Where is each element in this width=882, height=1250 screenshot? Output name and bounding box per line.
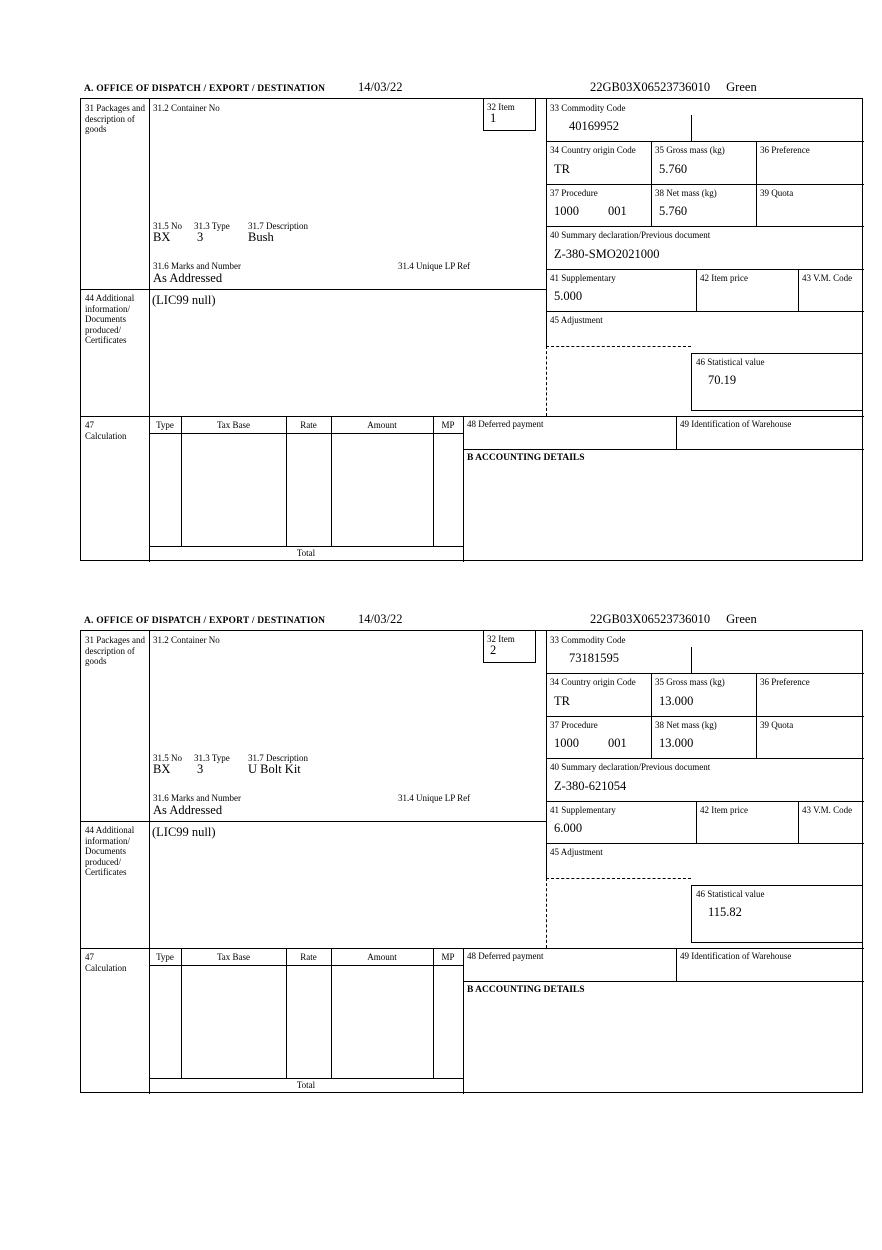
box31-3-label: 31.3 Type	[194, 221, 230, 231]
total-label: Total	[296, 1080, 316, 1090]
right-column-divider	[546, 631, 547, 878]
calc-col-tax-base: Tax Base	[216, 952, 251, 962]
box37-label: 37 Procedure	[550, 720, 598, 730]
dashed-divider	[546, 878, 691, 879]
form-line	[651, 673, 652, 758]
form-line	[286, 416, 287, 546]
box33-label: 33 Commodity Code	[550, 635, 626, 645]
commodity-code-value: 73181595	[569, 651, 619, 665]
gross-mass-value: 5.760	[659, 162, 688, 176]
routing-channel: Green	[726, 80, 757, 94]
calc-col-mp: MP	[441, 420, 455, 430]
mrn-value: 22GB03X06523736010	[590, 612, 711, 626]
declaration-reference	[590, 80, 757, 95]
form-line	[546, 226, 864, 227]
box31-5-label: 31.5 No	[153, 753, 182, 763]
procedure-ext-value: 001	[608, 736, 627, 750]
mrn-value: 22GB03X06523736010	[590, 80, 711, 94]
form-line	[463, 449, 864, 450]
form-line	[546, 758, 864, 759]
additional-info-value: (LIC99 null)	[152, 293, 216, 307]
additional-info-value: (LIC99 null)	[152, 825, 216, 839]
box42-label: 42 Item price	[700, 273, 748, 283]
form-line	[433, 416, 434, 546]
total-row-line	[149, 1078, 463, 1079]
marks-and-number-value: As Addressed	[153, 803, 223, 817]
form-line	[181, 416, 182, 546]
form-line	[676, 416, 677, 449]
box33-label: 33 Commodity Code	[550, 103, 626, 113]
box48-label: 48 Deferred payment	[467, 951, 544, 961]
form-line	[149, 965, 463, 966]
statistical-value: 115.82	[708, 905, 742, 919]
form-line	[696, 269, 697, 311]
accounting-details-label: B ACCOUNTING DETAILS	[467, 453, 585, 463]
calc-col-rate: Rate	[300, 952, 317, 962]
box31-7-label: 31.7 Description	[248, 221, 308, 231]
box32-label: 32 Item	[487, 102, 515, 112]
box32-label: 32 Item	[487, 634, 515, 644]
box48-label: 48 Deferred payment	[467, 419, 544, 429]
declaration-date: 14/03/22	[358, 612, 403, 626]
box40-label: 40 Summary declaration/Previous document	[550, 230, 711, 240]
office-of-dispatch-label: A. OFFICE OF DISPATCH / EXPORT / DESTINATION	[84, 616, 326, 626]
box31-5-label: 31.5 No	[153, 221, 182, 231]
packages-number-value: BX	[153, 230, 171, 244]
box49-label: 49 Identification of Warehouse	[680, 951, 792, 961]
form-line	[463, 416, 464, 562]
packages-number-value: BX	[153, 762, 171, 776]
dashed-divider	[546, 346, 691, 347]
net-mass-value: 5.760	[659, 204, 688, 218]
calc-col-rate: Rate	[300, 420, 317, 430]
item-number-value: 2	[490, 643, 497, 657]
form-line	[463, 981, 864, 982]
office-of-dispatch-label: A. OFFICE OF DISPATCH / EXPORT / DESTINATION	[84, 84, 326, 94]
form-line	[81, 289, 546, 290]
box31-3-label: 31.3 Type	[194, 753, 230, 763]
item-number-value: 1	[490, 111, 497, 125]
form-line	[433, 948, 434, 1078]
box46-label: 46 Statistical value	[696, 357, 765, 367]
form-line	[756, 673, 757, 758]
box31-label: 31 Packages and description of goods	[85, 635, 145, 667]
box42-label: 42 Item price	[700, 805, 748, 815]
box31-7-label: 31.7 Description	[248, 753, 308, 763]
box43-label: 43 V.M. Code	[802, 805, 853, 815]
supplementary-value: 5.000	[554, 289, 583, 303]
calculation-top-line	[81, 948, 864, 949]
form-line	[651, 141, 652, 226]
routing-channel: Green	[726, 612, 757, 626]
box31-2-label: 31.2 Container No	[153, 103, 220, 113]
declaration-reference	[590, 612, 757, 627]
form-line	[546, 673, 864, 674]
form-line	[676, 948, 677, 981]
previous-document-value: Z-380-621054	[554, 779, 627, 793]
gross-mass-value: 13.000	[659, 694, 694, 708]
box45-label: 45 Adjustment	[550, 847, 603, 857]
commodity-code-tick	[691, 647, 692, 673]
box40-label: 40 Summary declaration/Previous document	[550, 762, 711, 772]
dashed-divider	[546, 346, 547, 416]
box43-label: 43 V.M. Code	[802, 273, 853, 283]
box44-label: 44 Additional information/ Documents produced/ Certificates	[85, 293, 135, 346]
packages-type-value: 3	[197, 230, 204, 244]
form-line	[331, 416, 332, 546]
box47-label: 47 Calculation	[85, 952, 127, 973]
box36-label: 36 Preference	[760, 145, 810, 155]
right-column-divider	[546, 99, 547, 346]
left-column-divider	[149, 631, 150, 1094]
box39-label: 39 Quota	[760, 188, 794, 198]
marks-and-number-value: As Addressed	[153, 271, 223, 285]
form-line	[696, 801, 697, 843]
packages-type-value: 3	[197, 762, 204, 776]
form-line	[798, 801, 799, 843]
form-line	[546, 716, 864, 717]
previous-document-value: Z-380-SMO2021000	[554, 247, 660, 261]
box31-4-label: 31.4 Unique LP Ref	[398, 793, 471, 803]
country-origin-value: TR	[554, 162, 570, 176]
form-line	[181, 948, 182, 1078]
box38-label: 38 Net mass (kg)	[655, 720, 717, 730]
form-line	[463, 948, 464, 1094]
item-block-1	[80, 80, 863, 561]
calc-col-tax-base: Tax Base	[216, 420, 251, 430]
box37-label: 37 Procedure	[550, 188, 598, 198]
calc-col-amount: Amount	[367, 420, 397, 430]
box38-label: 38 Net mass (kg)	[655, 188, 717, 198]
box31-6-label: 31.6 Marks and Number	[153, 793, 241, 803]
form-line	[546, 269, 864, 270]
box31-2-label: 31.2 Container No	[153, 635, 220, 645]
form-line	[798, 269, 799, 311]
box41-label: 41 Supplementary	[550, 805, 616, 815]
block-header	[80, 80, 863, 98]
box31-6-label: 31.6 Marks and Number	[153, 261, 241, 271]
box36-label: 36 Preference	[760, 677, 810, 687]
commodity-code-tick	[691, 115, 692, 141]
dashed-divider	[546, 878, 547, 948]
box45-label: 45 Adjustment	[550, 315, 603, 325]
form-line	[546, 141, 864, 142]
declaration-form-grid	[80, 98, 863, 561]
country-origin-value: TR	[554, 694, 570, 708]
goods-description-value: Bush	[248, 230, 274, 244]
box31-label: 31 Packages and description of goods	[85, 103, 145, 135]
procedure-value: 1000	[554, 736, 579, 750]
form-line	[331, 948, 332, 1078]
calc-col-type: Type	[156, 952, 174, 962]
declaration-date: 14/03/22	[358, 80, 403, 94]
form-line	[81, 821, 546, 822]
total-row-line	[149, 546, 463, 547]
box35-label: 35 Gross mass (kg)	[655, 145, 725, 155]
supplementary-value: 6.000	[554, 821, 583, 835]
form-line	[286, 948, 287, 1078]
goods-description-value: U Bolt Kit	[248, 762, 301, 776]
accounting-details-label: B ACCOUNTING DETAILS	[467, 985, 585, 995]
box49-label: 49 Identification of Warehouse	[680, 419, 792, 429]
item-block-2	[80, 612, 863, 1093]
form-line	[546, 184, 864, 185]
declaration-form-grid	[80, 630, 863, 1093]
box35-label: 35 Gross mass (kg)	[655, 677, 725, 687]
form-line	[546, 311, 864, 312]
net-mass-value: 13.000	[659, 736, 694, 750]
box44-label: 44 Additional information/ Documents produced/ Certificates	[85, 825, 135, 878]
form-line	[546, 843, 864, 844]
procedure-value: 1000	[554, 204, 579, 218]
box47-label: 47 Calculation	[85, 420, 127, 441]
form-line	[756, 141, 757, 226]
box31-4-label: 31.4 Unique LP Ref	[398, 261, 471, 271]
statistical-value: 70.19	[708, 373, 737, 387]
form-line	[149, 433, 463, 434]
left-column-divider	[149, 99, 150, 562]
box34-label: 34 Country origin Code	[550, 145, 636, 155]
total-label: Total	[296, 548, 316, 558]
box34-label: 34 Country origin Code	[550, 677, 636, 687]
block-header	[80, 612, 863, 630]
box46-label: 46 Statistical value	[696, 889, 765, 899]
calc-col-amount: Amount	[367, 952, 397, 962]
box39-label: 39 Quota	[760, 720, 794, 730]
box41-label: 41 Supplementary	[550, 273, 616, 283]
procedure-ext-value: 001	[608, 204, 627, 218]
form-line	[546, 801, 864, 802]
commodity-code-value: 40169952	[569, 119, 619, 133]
calc-col-type: Type	[156, 420, 174, 430]
calculation-top-line	[81, 416, 864, 417]
calc-col-mp: MP	[441, 952, 455, 962]
